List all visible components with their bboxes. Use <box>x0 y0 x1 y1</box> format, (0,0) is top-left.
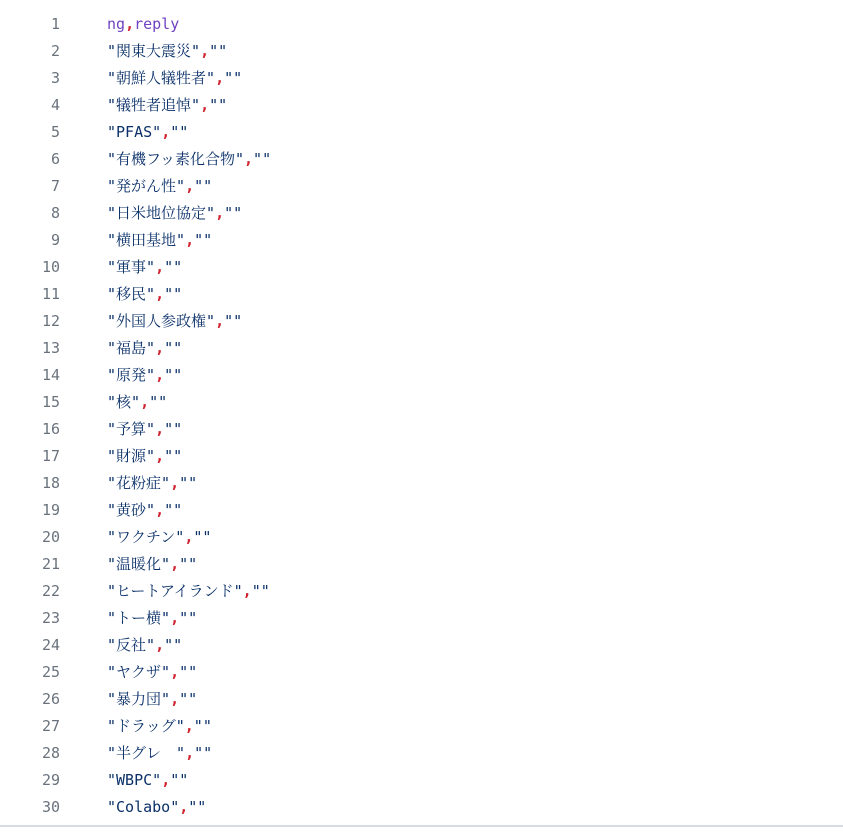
csv-string-token: "" <box>224 69 243 87</box>
csv-header-token: reply <box>134 15 180 33</box>
line-content <box>107 578 270 605</box>
comma-token: , <box>140 393 150 411</box>
line-content <box>107 551 197 578</box>
code-line <box>0 200 843 227</box>
csv-string-token: "朝鮮人犠牲者" <box>107 69 216 87</box>
comma-token: , <box>155 636 165 654</box>
line-content <box>107 200 242 227</box>
csv-string-token: "" <box>194 177 213 195</box>
csv-string-token: "" <box>164 447 183 465</box>
comma-token: , <box>244 150 254 168</box>
line-content <box>107 335 182 362</box>
code-line <box>0 11 843 38</box>
line-content <box>107 740 212 767</box>
line-number[interactable]: 9 <box>50 231 60 249</box>
comma-token: , <box>184 717 194 735</box>
code-line <box>0 686 843 713</box>
csv-header-token: ng <box>107 15 126 33</box>
comma-token: , <box>170 690 180 708</box>
line-number[interactable]: 2 <box>50 42 60 60</box>
csv-string-token: "WBPC" <box>107 771 162 789</box>
comma-token: , <box>179 798 189 816</box>
line-content <box>107 389 167 416</box>
line-number[interactable]: 7 <box>50 177 60 195</box>
csv-string-token: "花粉症" <box>107 474 171 492</box>
line-content <box>107 497 182 524</box>
csv-string-token: "" <box>224 312 243 330</box>
comma-token: , <box>155 420 165 438</box>
csv-string-token: "Colabo" <box>107 798 180 816</box>
csv-string-token: "" <box>193 528 212 546</box>
csv-string-token: "" <box>179 609 198 627</box>
code-line <box>0 146 843 173</box>
line-number[interactable]: 30 <box>41 798 60 816</box>
csv-string-token: "原発" <box>107 366 156 384</box>
comma-token: , <box>161 123 171 141</box>
csv-string-token: "" <box>164 258 183 276</box>
comma-token: , <box>155 258 165 276</box>
line-content <box>107 92 227 119</box>
csv-string-token: "" <box>224 204 243 222</box>
csv-string-token: "PFAS" <box>107 123 162 141</box>
comma-token: , <box>161 771 171 789</box>
csv-string-token: "移民" <box>107 285 156 303</box>
csv-string-token: "横田基地" <box>107 231 186 249</box>
line-content <box>107 767 188 794</box>
csv-string-token: "" <box>179 555 198 573</box>
csv-string-token: "半グレ " <box>107 744 186 762</box>
comma-token: , <box>184 528 194 546</box>
comma-token: , <box>185 177 195 195</box>
code-line <box>0 524 843 551</box>
line-number[interactable]: 24 <box>41 636 60 654</box>
line-number[interactable]: 8 <box>50 204 60 222</box>
line-number[interactable]: 18 <box>41 474 60 492</box>
line-content <box>107 254 182 281</box>
csv-string-token: "外国人参政権" <box>107 312 216 330</box>
csv-string-token: "ヤクザ" <box>107 663 171 681</box>
csv-string-token: "ドラッグ" <box>107 717 185 735</box>
csv-string-token: "ヒートアイランド" <box>107 582 243 600</box>
csv-string-token: "" <box>164 501 183 519</box>
csv-string-token: "福島" <box>107 339 156 357</box>
comma-token: , <box>155 366 165 384</box>
csv-string-token: "" <box>253 150 272 168</box>
code-line <box>0 713 843 740</box>
csv-string-token: "" <box>164 420 183 438</box>
csv-string-token: "" <box>164 366 183 384</box>
csv-string-token: "" <box>209 96 228 114</box>
line-content <box>107 65 242 92</box>
comma-token: , <box>242 582 252 600</box>
line-number[interactable]: 1 <box>50 15 60 33</box>
csv-string-token: "発がん性" <box>107 177 186 195</box>
line-content <box>107 281 182 308</box>
line-number[interactable]: 21 <box>41 555 60 573</box>
csv-string-token: "" <box>170 771 189 789</box>
line-content <box>107 524 211 551</box>
line-number[interactable]: 5 <box>50 123 60 141</box>
code-line <box>0 389 843 416</box>
csv-string-token: "黄砂" <box>107 501 156 519</box>
code-line <box>0 767 843 794</box>
code-line <box>0 173 843 200</box>
line-content <box>107 605 197 632</box>
csv-string-token: "" <box>170 123 189 141</box>
line-content <box>107 713 212 740</box>
csv-string-token: "" <box>193 717 212 735</box>
line-content <box>107 416 182 443</box>
csv-string-token: "" <box>164 339 183 357</box>
comma-token: , <box>125 15 135 33</box>
csv-string-token: "ワクチン" <box>107 528 185 546</box>
line-content <box>107 632 182 659</box>
line-number[interactable]: 22 <box>41 582 60 600</box>
line-number[interactable]: 17 <box>41 447 60 465</box>
csv-string-token: "" <box>188 798 207 816</box>
csv-string-token: "日米地位協定" <box>107 204 216 222</box>
comma-token: , <box>215 69 225 87</box>
code-line <box>0 416 843 443</box>
code-line <box>0 740 843 767</box>
csv-string-token: "" <box>164 285 183 303</box>
code-line <box>0 443 843 470</box>
line-number[interactable]: 12 <box>41 312 60 330</box>
line-content <box>107 686 197 713</box>
line-content <box>107 659 197 686</box>
line-number[interactable]: 23 <box>41 609 60 627</box>
csv-string-token: "" <box>179 474 198 492</box>
comma-token: , <box>185 744 195 762</box>
code-line <box>0 227 843 254</box>
csv-string-token: "関東大震災" <box>107 42 201 60</box>
line-number[interactable]: 29 <box>41 771 60 789</box>
code-line <box>0 119 843 146</box>
line-content <box>107 146 271 173</box>
line-number[interactable]: 19 <box>41 501 60 519</box>
code-line <box>0 308 843 335</box>
code-line <box>0 281 843 308</box>
csv-string-token: "予算" <box>107 420 156 438</box>
line-number[interactable]: 6 <box>50 150 60 168</box>
comma-token: , <box>155 339 165 357</box>
csv-string-token: "" <box>251 582 270 600</box>
line-number[interactable]: 13 <box>41 339 60 357</box>
csv-string-token: "" <box>179 663 198 681</box>
line-content <box>107 308 242 335</box>
comma-token: , <box>155 447 165 465</box>
code-line <box>0 794 843 821</box>
line-number[interactable]: 15 <box>41 393 60 411</box>
code-line <box>0 470 843 497</box>
csv-string-token: "核" <box>107 393 141 411</box>
line-number[interactable]: 27 <box>41 717 60 735</box>
csv-string-token: "暴力団" <box>107 690 171 708</box>
code-line <box>0 497 843 524</box>
comma-token: , <box>170 555 180 573</box>
csv-string-token: "財源" <box>107 447 156 465</box>
code-line <box>0 578 843 605</box>
line-content <box>107 38 227 65</box>
csv-string-token: "" <box>179 690 198 708</box>
line-content <box>107 119 188 146</box>
line-content <box>107 11 179 38</box>
csv-string-token: "" <box>209 42 228 60</box>
csv-string-token: "犠牲者追悼" <box>107 96 201 114</box>
csv-string-token: "反社" <box>107 636 156 654</box>
code-line <box>0 362 843 389</box>
line-content <box>107 443 182 470</box>
comma-token: , <box>200 96 210 114</box>
csv-string-token: "トー横" <box>107 609 171 627</box>
line-number[interactable]: 20 <box>41 528 60 546</box>
csv-string-token: "" <box>194 744 213 762</box>
file-view-bottom-border <box>0 825 843 827</box>
line-number[interactable]: 26 <box>41 690 60 708</box>
comma-token: , <box>155 285 165 303</box>
code-line <box>0 38 843 65</box>
csv-string-token: "軍事" <box>107 258 156 276</box>
line-content <box>107 173 212 200</box>
csv-string-token: "有機フッ素化合物" <box>107 150 245 168</box>
csv-string-token: "温暖化" <box>107 555 171 573</box>
comma-token: , <box>215 204 225 222</box>
line-content <box>107 227 212 254</box>
comma-token: , <box>170 474 180 492</box>
code-line <box>0 65 843 92</box>
line-number[interactable]: 4 <box>50 96 60 114</box>
code-line <box>0 254 843 281</box>
line-content <box>107 794 206 821</box>
comma-token: , <box>170 663 180 681</box>
line-number[interactable]: 25 <box>41 663 60 681</box>
comma-token: , <box>185 231 195 249</box>
line-number[interactable]: 16 <box>41 420 60 438</box>
line-number[interactable]: 3 <box>50 69 60 87</box>
line-number[interactable]: 11 <box>41 285 60 303</box>
comma-token: , <box>200 42 210 60</box>
code-line <box>0 92 843 119</box>
comma-token: , <box>215 312 225 330</box>
csv-string-token: "" <box>194 231 213 249</box>
line-content <box>107 470 197 497</box>
code-line <box>0 335 843 362</box>
line-number[interactable]: 28 <box>41 744 60 762</box>
comma-token: , <box>170 609 180 627</box>
code-line <box>0 659 843 686</box>
line-content <box>107 362 182 389</box>
code-line <box>0 605 843 632</box>
csv-string-token: "" <box>149 393 168 411</box>
code-line <box>0 551 843 578</box>
csv-string-token: "" <box>164 636 183 654</box>
comma-token: , <box>155 501 165 519</box>
line-number[interactable]: 14 <box>41 366 60 384</box>
line-number[interactable]: 10 <box>41 258 60 276</box>
code-line <box>0 632 843 659</box>
